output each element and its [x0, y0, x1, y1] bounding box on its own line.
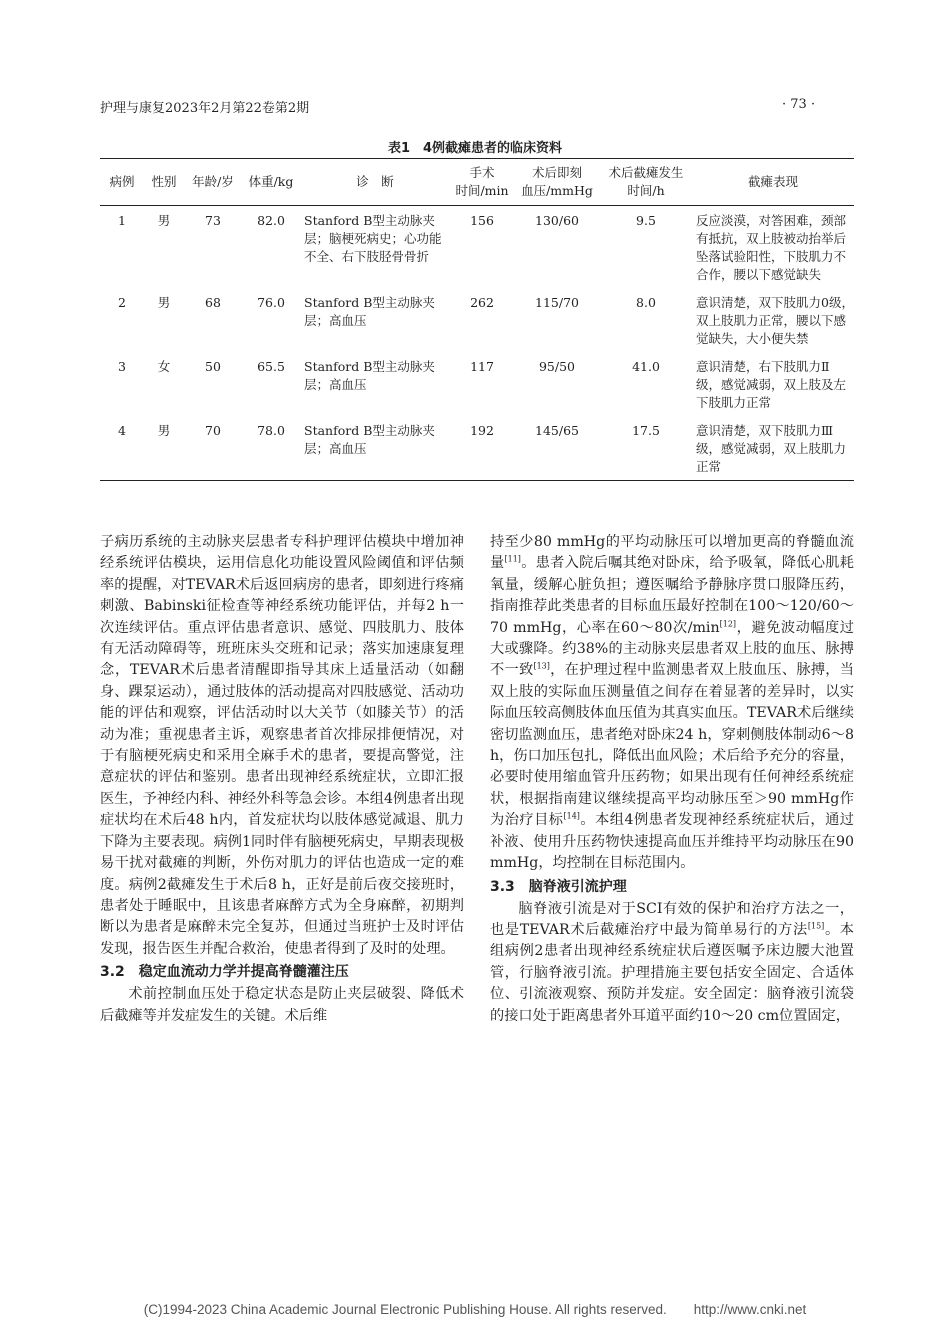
cell-case: 3 — [118, 359, 126, 374]
header-symptoms: 截瘫表现 — [747, 174, 798, 189]
cell-case: 2 — [118, 295, 126, 310]
header-sex: 性别 — [151, 174, 177, 189]
cell-sex: 男 — [157, 423, 171, 438]
copyright-footer: (C)1994-2023 China Academic Journal Electronic Publishing House. All rights reserved. http://www.cnki.net — [143, 1302, 807, 1317]
cell-bp: 130/60 — [535, 213, 579, 228]
cell-onset: 9.5 — [636, 213, 656, 228]
cell-weight: 65.5 — [257, 359, 285, 374]
table-row — [100, 206, 854, 289]
clinical-data-table — [100, 158, 854, 481]
cell-age: 70 — [205, 423, 221, 438]
text-run: ，避免波动幅度过大或骤降。约38%的主动脉夹层患者双上肢的血压、脉搏不一致 — [490, 619, 854, 679]
citation[interactable]: [11] — [504, 554, 521, 564]
cell-age: 68 — [205, 295, 221, 310]
citation[interactable]: [13] — [533, 661, 550, 671]
cell-symptoms: 意识清楚，双下肢肌力Ⅲ级，感觉减弱，双上肢肌力正常 — [696, 423, 847, 474]
header-age: 年龄/岁 — [192, 174, 234, 189]
header-case: 病例 — [109, 174, 135, 189]
cell-onset: 8.0 — [636, 295, 656, 310]
body-paragraph: 术前控制血压处于稳定状态是防止夹层破裂、降低术后截瘫等并发症发生的关键。术后维 — [100, 986, 464, 1024]
cell-bp: 115/70 — [535, 295, 579, 310]
cell-sex: 男 — [157, 213, 171, 228]
cell-case: 4 — [118, 423, 126, 438]
cell-op-time: 117 — [470, 359, 494, 374]
cell-op-time: 192 — [470, 423, 494, 438]
body-paragraph — [490, 899, 854, 1027]
left-column — [100, 532, 464, 1027]
header-diagnosis: 诊 断 — [356, 174, 394, 189]
cell-weight: 78.0 — [257, 423, 285, 438]
cell-op-time: 156 — [470, 213, 494, 228]
text-run: 。本组病例2患者出现神经系统症状后遵医嘱予床边腰大池置管，行脑脊液引流。护理措施主要包括安全固定、合适体位、引流液观察、预防并发症。安全固定：脑脊液引流袋的接口处于距离患者外耳道平面约10～20 cm位置固定， — [490, 921, 854, 1024]
body-paragraph — [490, 532, 854, 875]
cell-bp: 95/50 — [538, 359, 576, 374]
table-header-row — [100, 159, 854, 206]
citation[interactable]: [14] — [563, 811, 580, 821]
text-run: 。本组4例患者发现神经系统症状后，通过补液、使用升压药物快速提高血压并维持平均动脉压在90 mmHg，均控制在目标范围内。 — [490, 812, 854, 872]
cell-sex: 女 — [157, 359, 171, 374]
cell-case: 1 — [118, 213, 126, 228]
cell-symptoms: 意识清楚，右下肢肌力Ⅱ级，感觉减弱，双上肢及左下肢肌力正常 — [696, 359, 847, 410]
text-run: 持至少80 mmHg的平均动脉压可以增加更高的脊髓血流量 — [490, 534, 854, 572]
header-onset: 术后截瘫发生 时间/h — [608, 165, 684, 198]
text-run: 脑脊液引流是对于SCI有效的保护和治疗方法之一，也是TEVAR术后截瘫治疗中最为简单易行的方法 — [490, 900, 854, 938]
text-run: ，在护理过程中监测患者双上肢血压、脉搏，当双上肢的实际血压测量值之间存在着显著的差异时，以实际血压较高侧肢体血压值为其真实血压。TEVAR术后继续密切监测血压，患者绝对卧床24 h，穿刺侧肢体制动6～8 h，伤口加压包扎，降低出血风险；术后给予充分的容量，必要时使用缩血管升压药物；如果出现有任何神经系统症状，根据指南建议继续提高平均动脉压至＞90 mmHg作为治疗目标 — [490, 662, 854, 829]
cell-bp: 145/65 — [535, 423, 579, 438]
cell-sex: 男 — [157, 295, 171, 310]
cell-symptoms: 反应淡漠，对答困难，颈部有抵抗，双上肢被动抬举后坠落试验阳性，下肢肌力不合作，腰以下感觉缺失 — [696, 213, 847, 282]
citation[interactable]: [12] — [719, 618, 737, 628]
cell-diagnosis: Stanford B型主动脉夹层；高血压 — [304, 295, 435, 328]
page-number: · 73 · — [782, 97, 816, 112]
table-row — [100, 416, 854, 481]
table-row — [100, 288, 854, 352]
cell-op-time: 262 — [470, 295, 494, 310]
cell-age: 50 — [205, 359, 221, 374]
cell-diagnosis: Stanford B型主动脉夹层；高血压 — [304, 423, 435, 456]
cell-onset: 17.5 — [632, 423, 660, 438]
cell-weight: 76.0 — [257, 295, 285, 310]
citation[interactable]: [15] — [807, 921, 825, 931]
cell-onset: 41.0 — [632, 359, 660, 374]
header-bp: 术后即刻 血压/mmHg — [521, 165, 593, 198]
body-paragraph: 子病历系统的主动脉夹层患者专科护理评估模块中增加神经系统评估模块，运用信息化功能设置风险阈值和评估频率的提醒，对TEVAR术后返回病房的患者，即刻进行疼痛刺激、Babinski征检查等神经系统功能评估，并每2 h一次连续评估。重点评估患者意识、感觉、四肢肌力、肢体有无活动障碍等，班班床头交班和记录；落实加速康复理念，TEVAR术后患者清醒即指导其床上适量活动（如翻身、踝泵运动），通过肢体的活动提高对四肢感觉、活动功能的评估和观察，评估活动时以大关节（如膝关节）的活动为准；重视患者主诉，观察患者首次排尿排便情况，对于有脑梗死病史和采用全麻手术的患者，要提高警觉，注意症状的评估和鉴别。患者出现神经系统症状，立即汇报医生，予神经内科、神经外科等急会诊。本组4例患者出现症状均在术后48 h内，首发症状均以肢体感觉减退、肌力下降为主要表现。病例1同时伴有脑梗死病史，早期表现极易干扰对截瘫的判断，外伤对肌力的评估也造成一定的难度。病例2截瘫发生于术后8 h，正好是前后夜交接班时，患者处于睡眠中，且该患者麻醉方式为全身麻醉，初期判断以为患者是麻醉未完全复苏，但通过当班护士及时评估发现，报告医生并配合救治，使患者得到了及时的处理。 — [100, 534, 464, 957]
table-row — [100, 352, 854, 416]
cell-diagnosis: Stanford B型主动脉夹层；脑梗死病史；心功能不全、右下肢胫骨骨折 — [304, 213, 442, 264]
table-title: 表1 4例截瘫患者的临床资料 — [387, 141, 563, 156]
cell-symptoms: 意识清楚，双下肢肌力0级，双上肢肌力正常，腰以下感觉缺失，大小便失禁 — [696, 295, 854, 346]
cell-weight: 82.0 — [257, 213, 285, 228]
right-column — [490, 532, 854, 1027]
section-heading-3-2: 3.2 稳定血流动力学并提高脊髓灌注压 — [100, 964, 349, 981]
journal-header: 护理与康复2023年2月第22卷第2期 — [100, 101, 310, 116]
cell-age: 73 — [205, 213, 221, 228]
header-op-time: 手术 时间/min — [455, 165, 509, 198]
cell-diagnosis: Stanford B型主动脉夹层；高血压 — [304, 359, 435, 392]
section-heading-3-3: 3.3 脑脊液引流护理 — [490, 878, 627, 895]
text-run: 。患者入院后嘱其绝对卧床，给予吸氧，降低心肌耗氧量，缓解心脏负担；遵医嘱给予静脉序贯口服降压药，指南推荐此类患者的目标血压最好控制在100～120/60～70 mmHg，心率在60～80次/min — [490, 555, 854, 636]
header-weight: 体重/kg — [248, 174, 294, 189]
